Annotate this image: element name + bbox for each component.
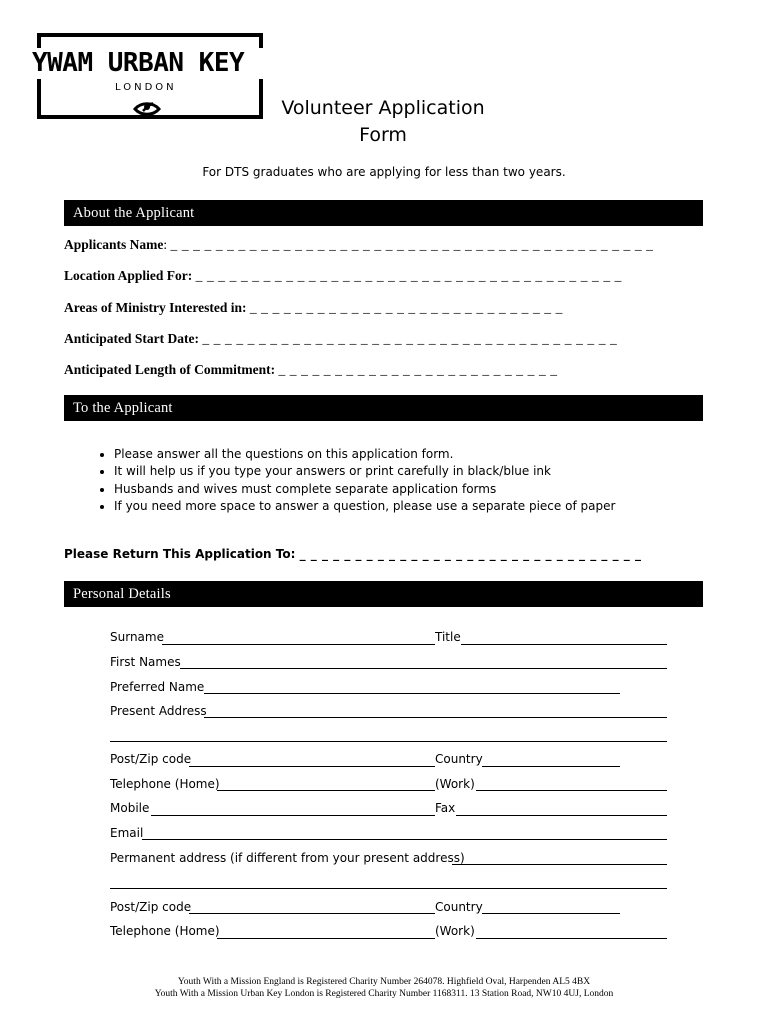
footer-line-1: Youth With a Mission England is Registered Charity Number 264078. Highfield Oval, Harpenden AL5 4BX (177, 977, 591, 987)
mobile-input-line[interactable] (151, 815, 435, 816)
footer-line-2: Youth With a Mission Urban Key London is Registered Charity Number 1168311. 13 Station Road, NW10 4UJ, London (154, 989, 614, 999)
work-input-line[interactable] (476, 790, 667, 791)
section-personal-details: Personal Details (64, 581, 703, 607)
ywam-emblem-icon (135, 103, 159, 114)
tel-home-input-line[interactable] (217, 790, 435, 791)
permanent-address-input-line-2[interactable] (110, 888, 667, 889)
list-item: • If you need more space to answer a question, please use a separate piece of paper (114, 498, 615, 515)
label-postcode-2: Post/Zip code (110, 900, 192, 914)
instructions-list (90, 446, 615, 515)
field-blank[interactable]: _ _ _ _ _ _ _ _ _ _ _ _ _ _ _ _ _ _ _ _ _ _ _ _ _ (278, 362, 558, 377)
postcode-2-input-line[interactable] (189, 913, 435, 914)
list-item: • Husbands and wives must complete separate application forms (114, 481, 615, 498)
label-work: (Work) (435, 777, 475, 791)
field-start-date[interactable] (64, 331, 617, 347)
label-title: Title (435, 630, 461, 644)
field-blank[interactable]: _ _ _ _ _ _ _ _ _ _ _ _ _ _ _ _ _ _ _ _ _ _ _ _ _ _ _ _ (249, 300, 563, 315)
list-item: • It will help us if you type your answers or print carefully in black/blue ink (114, 463, 615, 480)
field-blank[interactable]: _ _ _ _ _ _ _ _ _ _ _ _ _ _ _ _ _ _ _ _ _ _ _ _ _ _ _ _ _ _ _ _ _ _ _ _ _ (202, 331, 618, 346)
label-preferred-name: Preferred Name (110, 680, 205, 694)
label-country-2: Country (435, 900, 483, 914)
field-location-applied[interactable] (64, 268, 622, 284)
field-blank[interactable]: _ _ _ _ _ _ _ _ _ _ _ _ _ _ _ _ _ _ _ _ _ _ _ _ _ _ _ _ _ _ _ _ _ _ _ _ _ _ (195, 268, 623, 283)
work-2-input-line[interactable] (476, 938, 667, 939)
form-title-line2: Form (359, 124, 407, 146)
country-input-line[interactable] (482, 766, 620, 767)
label-email: Email (110, 826, 144, 840)
logo-sub: LONDON (115, 82, 177, 93)
logo-frame (35, 33, 275, 123)
form-title-line1: Volunteer Application (281, 97, 485, 119)
email-input-line[interactable] (142, 839, 667, 840)
label-country: Country (435, 752, 483, 766)
tel-home-2-input-line[interactable] (217, 938, 435, 939)
field-label: Applicants Name (64, 237, 164, 252)
form-subtitle: For DTS graduates who are applying for less than two years. (202, 165, 566, 179)
label-tel-home: Telephone (Home) (110, 777, 220, 791)
fax-input-line[interactable] (456, 815, 667, 816)
field-areas-ministry[interactable] (64, 300, 563, 316)
field-return-to[interactable] (64, 547, 641, 561)
present-address-input-line[interactable] (204, 717, 667, 718)
label-permanent-address: Permanent address (if different from your present address) (110, 851, 465, 865)
logo-name: YWAM URBAN KEY (32, 48, 272, 78)
label-work-2: (Work) (435, 924, 475, 938)
label-surname: Surname (110, 630, 164, 644)
label-present-address: Present Address (110, 704, 207, 718)
field-label: Please Return This Application To: (64, 547, 296, 561)
label-tel-home-2: Telephone (Home) (110, 924, 220, 938)
label-mobile: Mobile (110, 801, 150, 815)
label-fax: Fax (435, 801, 456, 815)
preferred-name-input-line[interactable] (204, 693, 620, 694)
label-postcode: Post/Zip code (110, 752, 192, 766)
field-blank[interactable]: _ _ _ _ _ _ _ _ _ _ _ _ _ _ _ _ _ _ _ _ _ _ _ _ _ _ _ _ _ _ _ _ _ _ _ _ _ _ _ _ _ _ _ (170, 237, 654, 252)
postcode-input-line[interactable] (189, 766, 435, 767)
section-about-applicant: About the Applicant (64, 200, 703, 226)
surname-input-line[interactable] (162, 644, 435, 645)
field-length-commitment[interactable] (64, 362, 558, 378)
first-names-input-line[interactable] (180, 668, 667, 669)
field-applicants-name[interactable] (64, 237, 654, 253)
field-label: Anticipated Start Date: (64, 331, 199, 346)
section-to-applicant: To the Applicant (64, 395, 703, 421)
ywam-logo (32, 33, 263, 119)
field-label: Location Applied For: (64, 268, 193, 283)
present-address-input-line-2[interactable] (110, 741, 667, 742)
label-first-names: First Names (110, 655, 181, 669)
list-item: • Please answer all the questions on this application form. (114, 446, 615, 463)
title-input-line[interactable] (461, 644, 667, 645)
field-label: Anticipated Length of Commitment: (64, 362, 276, 377)
field-colon: : (163, 237, 171, 252)
permanent-address-input-line[interactable] (452, 864, 667, 865)
field-blank[interactable]: _ _ _ _ _ _ _ _ _ _ _ _ _ _ _ _ _ _ _ _ _ _ _ _ _ _ _ _ _ _ _ (299, 547, 642, 561)
field-label: Areas of Ministry Interested in: (64, 300, 247, 315)
footer (0, 976, 768, 1000)
country-2-input-line[interactable] (482, 913, 620, 914)
